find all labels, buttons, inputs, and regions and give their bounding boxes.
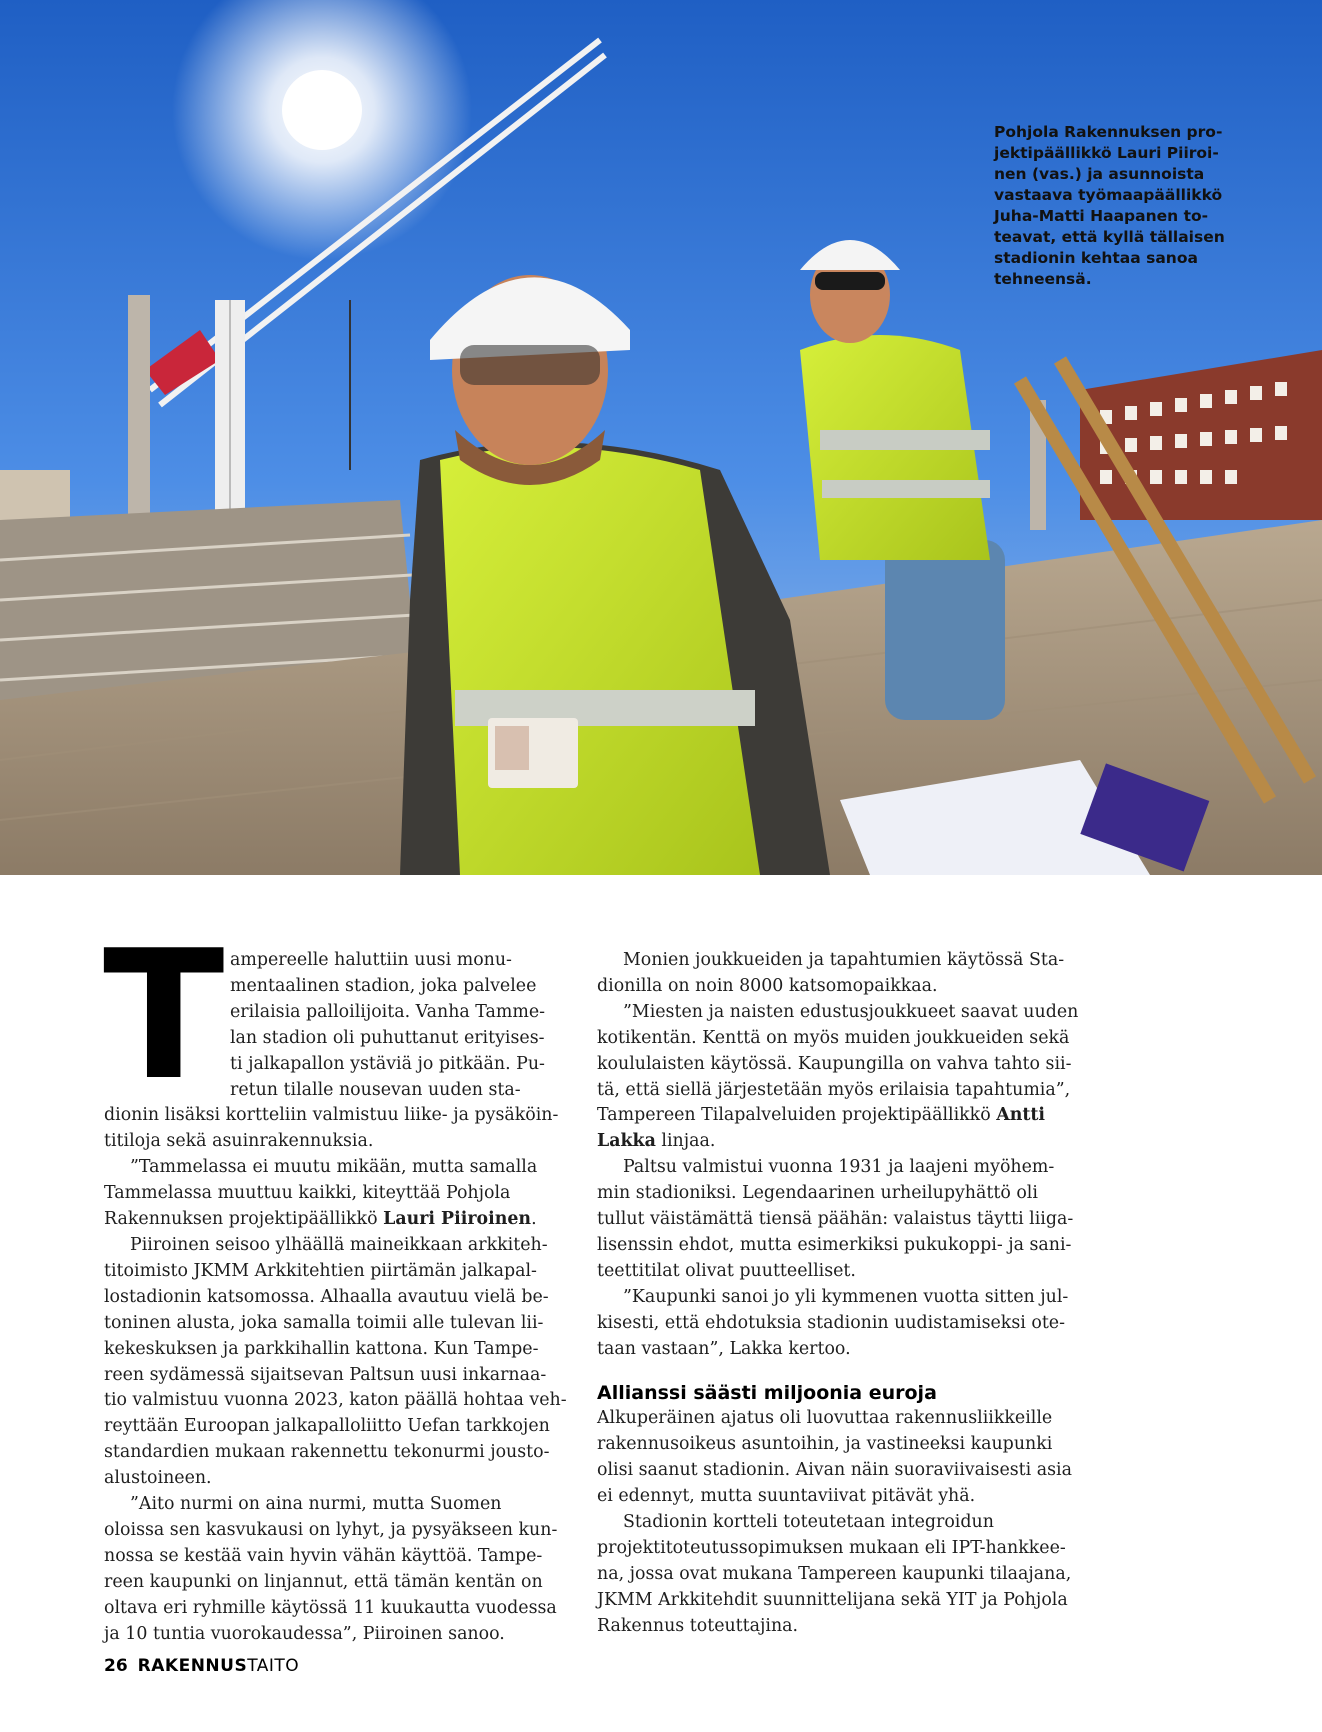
text-line: koululaisten käytössä. Kaupungilla on vahva tahto sii- [597,1053,1072,1074]
text-line: ”Tammelassa ei muutu mikään, mutta samalla [130,1157,538,1178]
magazine-name-light: TAITO [247,1656,300,1676]
text-line: mentaalinen stadion, joka palvelee [230,975,537,996]
text-line: lan stadion oli puhuttanut erityises- [230,1027,545,1048]
caption-line: Pohjola Rakennuksen pro- [994,123,1223,141]
text-line: lostadionin katsomossa. Alhaalla avautuu vielä be- [104,1286,549,1307]
caption-line: vastaava työmaapäällikkö [994,186,1223,204]
text-line: reyttään Euroopan jalkapalloliitto Uefan tarkkojen [104,1416,550,1437]
caption-line: nen (vas.) ja asunnoista [994,165,1205,183]
text-line: ”Aito nurmi on aina nurmi, mutta Suomen [130,1494,502,1515]
text-line: ”Miesten ja naisten edustusjoukkueet saavat uuden [623,1001,1079,1022]
photo-caption [994,122,1224,290]
text-line: na, jossa ovat mukana Tampereen kaupunki tilaajana, [597,1563,1072,1584]
text-line: min stadioniksi. Legendaarinen urheilupyhättö oli [597,1183,1038,1204]
article-column-right [597,948,1079,1640]
text-line: Alkuperäinen ajatus oli luovuttaa rakennusliikkeille [597,1408,1053,1429]
page-number: 26 [104,1656,128,1676]
magazine-name-bold: RAKENNUS [137,1656,248,1676]
text-line: oloissa sen kasvukausi on lyhyt, ja pysyäkseen kun- [104,1519,558,1540]
text-line: alustoineen. [104,1468,212,1489]
text-line: Tammelassa muuttuu kaikki, kiteyttää Pohjola [104,1183,511,1204]
text-line: reen kaupunki on linjannut, että tämän kentän on [104,1571,543,1592]
text-line: teettitilat olivat puutteelliset. [597,1260,856,1281]
person-name: Lakka [597,1131,656,1152]
text-line: ”Kaupunki sanoi jo yli kymmenen vuotta sitten jul- [623,1286,1069,1307]
text-line: tä, että siellä järjestetään myös erilaisia tapahtumia”, [597,1079,1071,1100]
caption-line: tehneensä. [994,270,1092,288]
text-line: taan vastaan”, Lakka kertoo. [597,1338,851,1359]
text-line: titoimisto JKMM Arkkitehtien piirtämän jalkapal- [104,1260,537,1281]
text-line: kekeskuksen ja parkkihallin kattona. Kun Tampe- [104,1338,539,1359]
text-line: JKMM Arkkitehdit suunnittelijana sekä YIT ja Pohjola [597,1589,1068,1610]
text-line: Piiroinen seisoo ylhäällä maineikkaan arkkiteh- [130,1234,548,1255]
text-line: lisenssin ehdot, mutta esimerkiksi pukukoppi- ja sani- [597,1234,1072,1255]
text-line: ti jalkapallon ystäviä jo pitkään. Pu- [230,1053,545,1074]
text-line: Paltsu valmistui vuonna 1931 ja laajeni myöhem- [623,1157,1055,1178]
text-line: tio valmistuu vuonna 2023, katon päällä hohtaa veh- [104,1390,567,1411]
text-line: reen sydämessä sijaitsevan Paltsun uusi inkarnaa- [104,1364,547,1385]
text-line: Rakennuksen projektipäällikkö Lauri Piiroinen. [104,1209,537,1230]
text-line: tullut väistämättä tiensä päähän: valaistus täytti liiga- [597,1209,1074,1230]
text-line: ei edennyt, mutta suuntaviivat pitävät yhä. [597,1486,976,1507]
text-line: Lakka linjaa. [597,1131,716,1152]
text-line: kisesti, että ehdotuksia stadionin uudistamiseksi ote- [597,1312,1065,1333]
drop-cap: T [103,912,221,1119]
text-line: standardien mukaan rakennettu tekonurmi jousto- [104,1442,550,1463]
text-line: erilaisia palloilijoita. Vanha Tamme- [230,1001,546,1022]
caption-line: jektipäällikkö Lauri Piiroi- [994,144,1219,162]
text-line: titiloja sekä asuinrakennuksia. [104,1131,374,1152]
text-line: ampereelle haluttiin uusi monu- [230,950,512,970]
article-column-left [103,912,567,1647]
text-line: retun tilalle nousevan uuden sta- [230,1079,521,1100]
caption-line: teavat, että kyllä tällaisen [994,228,1225,246]
text-line: kotikentän. Kenttä on myös muiden joukkueiden sekä [597,1027,1070,1048]
text-line: Rakennus toteuttajina. [597,1615,799,1636]
text-line: dionilla on noin 8000 katsomopaikkaa. [597,975,938,996]
text-line: Tampereen Tilapalveluiden projektipäällikkö Antti [597,1105,1046,1126]
text-line: Stadionin kortteli toteutetaan integroidun [623,1512,994,1533]
text-line: oltava eri ryhmille käytössä 11 kuukautta vuodessa [104,1597,557,1618]
text-line: ja 10 tuntia vuorokaudessa”, Piiroinen sanoo. [104,1623,505,1644]
text-line: nossa se kestää vain hyvin vähän käyttöä. Tampe- [104,1545,543,1566]
page-footer [104,1654,299,1678]
person-name: Antti [996,1105,1046,1126]
text-line: dionin lisäksi kortteliin valmistuu liike- ja pysäköin- [104,1105,559,1126]
section-subheading: Allianssi säästi miljoonia euroja [597,1381,937,1404]
text-line: rakennusoikeus asuntoihin, ja vastineeksi kaupunki [597,1434,1053,1455]
text-line: projektitoteutussopimuksen mukaan eli IPT-hankkee- [597,1537,1066,1558]
caption-line: stadionin kehtaa sanoa [994,249,1198,267]
text-line: olisi saanut stadionin. Aivan näin suoraviivaisesti asia [597,1460,1072,1481]
caption-line: Juha-Matti Haapanen to- [994,207,1209,225]
text-line: Monien joukkueiden ja tapahtumien käytössä Sta- [623,950,1065,970]
person-name: Lauri Piiroinen [383,1209,532,1230]
text-line: toninen alusta, joka samalla toimii alle tulevan lii- [104,1312,544,1333]
